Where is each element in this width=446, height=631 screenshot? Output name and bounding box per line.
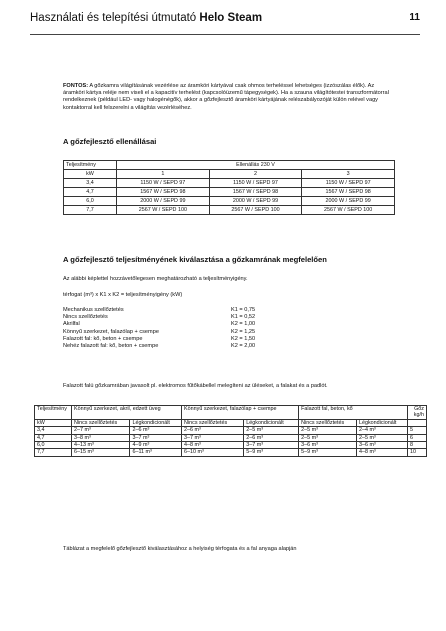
table-row bbox=[35, 442, 427, 449]
table-cell: 6–11 m³ bbox=[130, 449, 182, 456]
table-cell: 1567 W / SEPD 98 bbox=[209, 188, 302, 197]
coefficient-label: Akrilfal bbox=[63, 321, 80, 328]
document-title bbox=[30, 12, 262, 24]
title-text: Használati és telepítési útmutató bbox=[30, 12, 197, 24]
table-cell: 2567 W / SEPD 100 bbox=[117, 206, 210, 215]
table-cell: 3–7 m³ bbox=[130, 434, 182, 441]
table-cell: 2000 W / SEPD 99 bbox=[209, 197, 302, 206]
table-row bbox=[35, 449, 427, 456]
table-cell: 2000 W / SEPD 99 bbox=[302, 197, 395, 206]
section-heading-resistors: A gőzfejlesztő ellenállásai bbox=[63, 137, 157, 146]
table-row bbox=[35, 427, 427, 434]
table-cell: 2–4 m³ bbox=[356, 427, 407, 434]
header-cell: 1 bbox=[117, 170, 210, 179]
table-cell: 4–8 m³ bbox=[356, 449, 407, 456]
header-cell: Ellenállás 230 V bbox=[117, 161, 395, 170]
table-cell: 7,7 bbox=[35, 449, 72, 456]
table-cell: 2000 W / SEPD 99 bbox=[117, 197, 210, 206]
table-cell: 2–5 m³ bbox=[244, 427, 299, 434]
table-row bbox=[64, 197, 395, 206]
header-cell bbox=[408, 419, 427, 426]
important-label: FONTOS: bbox=[63, 83, 89, 89]
table-cell: 2567 W / SEPD 100 bbox=[209, 206, 302, 215]
table-cell: 3–7 m³ bbox=[182, 434, 244, 441]
heating-note: Falazott falú gőzkamrában javasolt pl. elektromos fűtőkábellel melegíteni az üléseket, a falakat és a padlót. bbox=[63, 383, 328, 389]
header-cell: 3 bbox=[302, 170, 395, 179]
table-header-row bbox=[64, 170, 395, 179]
table-cell: 1567 W / SEPD 98 bbox=[117, 188, 210, 197]
list-item bbox=[63, 314, 293, 321]
product-name: Helo Steam bbox=[199, 12, 263, 24]
table-cell: 1150 W / SEPD 97 bbox=[302, 179, 395, 188]
table-cell: 4–13 m³ bbox=[72, 442, 130, 449]
header-cell: Nincs szellőztetés bbox=[72, 419, 130, 426]
table-cell: 2–5 m³ bbox=[299, 427, 357, 434]
table-cell: 7,7 bbox=[64, 206, 117, 215]
header-divider bbox=[30, 34, 420, 35]
table-cell: 5–9 m³ bbox=[299, 449, 357, 456]
table-cell: 6–10 m³ bbox=[182, 449, 244, 456]
table-cell: 2–6 m³ bbox=[130, 427, 182, 434]
table-cell: 5 bbox=[408, 427, 427, 434]
header-cell: Könnyű szerkezet, akril, edzett üveg bbox=[72, 406, 182, 420]
table-header-row bbox=[35, 419, 427, 426]
coefficient-label: Könnyű szerkezet, falazólap + csempe bbox=[63, 328, 159, 335]
table-cell: 1567 W / SEPD 98 bbox=[302, 188, 395, 197]
header-cell: Falazott fal, beton, kő bbox=[299, 406, 408, 420]
coefficient-value: K1 = 0,75 bbox=[231, 307, 256, 313]
table-cell: 10 bbox=[408, 449, 427, 456]
table-cell: 6–15 m³ bbox=[72, 449, 130, 456]
header-cell: Teljesítmény bbox=[64, 161, 117, 170]
coefficient-value: K2 = 1,25 bbox=[231, 328, 256, 335]
intro-text: Az alábbi képlettel hozzávetőlegesen meghatározható a teljesítményigény. bbox=[63, 276, 248, 282]
table-cell: 3–6 m³ bbox=[299, 442, 357, 449]
table-cell: 8 bbox=[408, 442, 427, 449]
table-cell: 1150 W / SEPD 97 bbox=[117, 179, 210, 188]
formula-text: térfogat (m³) x K1 x K2 = teljesítményigény (kW) bbox=[63, 292, 183, 298]
table-row bbox=[64, 206, 395, 215]
table-cell: 2–5 m³ bbox=[299, 434, 357, 441]
table-caption: Táblázat a megfelelő gőzfejlesztő kiválasztásához a helyiség térfogata és a fal anyaga alapján bbox=[63, 546, 297, 552]
header-cell: Nincs szellőztetés bbox=[299, 419, 357, 426]
header-cell: kW bbox=[64, 170, 117, 179]
section-heading-selection: A gőzfejlesztő teljesítményének kiválasztása a gőzkamrának megfelelően bbox=[63, 255, 327, 264]
list-item bbox=[63, 343, 293, 350]
table-header-row bbox=[64, 161, 395, 170]
header-cell: Könnyű szerkezet, falazólap + csempe bbox=[182, 406, 299, 420]
coefficient-label: Falazott fal: kő, beton + csempe bbox=[63, 335, 143, 342]
coefficient-list bbox=[63, 307, 293, 350]
table-cell: 4–8 m³ bbox=[182, 442, 244, 449]
list-item bbox=[63, 336, 293, 343]
important-text: A gőzkamra világításának vezérlése az áramköri kártyával csak ohmos terheléssel lehetséges (izzószálas élők). Az áramköri kártya reléje nem viseli el a kapacitív terhelést (kapcsolóüzemű tápegységek). Ha a szauna világítótestei transzformátorral rendelkeznek (például LED- vagy halogénégők), akkor a gőzfejlesztő áramköri kártyájának relészabályozóját külön relével vagy kontaktorral kell felszerelni a világítás vezérléséhez. bbox=[63, 83, 389, 111]
table-cell: 3–7 m³ bbox=[244, 442, 299, 449]
list-item bbox=[63, 307, 293, 314]
header-cell: Légkondicionált bbox=[130, 419, 182, 426]
header-cell: 2 bbox=[209, 170, 302, 179]
table-cell: 6 bbox=[408, 434, 427, 441]
important-note bbox=[63, 83, 393, 112]
list-item bbox=[63, 329, 293, 336]
table-cell: 1150 W / SEPD 97 bbox=[209, 179, 302, 188]
coefficient-value: K2 = 1,00 bbox=[231, 321, 256, 328]
coefficient-value: K2 = 2,00 bbox=[231, 343, 256, 350]
coefficient-value: K1 = 0,52 bbox=[231, 314, 256, 321]
table-cell: 2–5 m³ bbox=[356, 434, 407, 441]
table-cell: 3–8 m³ bbox=[72, 434, 130, 441]
table-cell: 3,4 bbox=[64, 179, 117, 188]
coefficient-value: K2 = 1,50 bbox=[231, 335, 256, 342]
table-cell: 4,7 bbox=[64, 188, 117, 197]
table-cell: 2–7 m³ bbox=[72, 427, 130, 434]
table-header-row bbox=[35, 406, 427, 420]
header-cell: Légkondicionált bbox=[244, 419, 299, 426]
table-cell: 6,0 bbox=[64, 197, 117, 206]
table-cell: 2567 W / SEPD 100 bbox=[302, 206, 395, 215]
table-cell: 3–6 m³ bbox=[356, 442, 407, 449]
page-number: 11 bbox=[409, 12, 420, 23]
coefficient-label: Nincs szellőztetés bbox=[63, 314, 108, 321]
header-cell: Nincs szellőztetés bbox=[182, 419, 244, 426]
table-row bbox=[64, 188, 395, 197]
table-cell: 2–6 m³ bbox=[182, 427, 244, 434]
coefficient-label: Mechanikus szellőztetés bbox=[63, 307, 124, 313]
table-cell: 4–9 m³ bbox=[130, 442, 182, 449]
table-row bbox=[35, 434, 427, 441]
coefficient-label: Nehéz falazott fal: kő, beton + csempe bbox=[63, 343, 159, 350]
table-cell: 4,7 bbox=[35, 434, 72, 441]
table-cell: 5–9 m³ bbox=[244, 449, 299, 456]
table-row bbox=[64, 179, 395, 188]
header-cell: Teljesítmény bbox=[35, 406, 72, 420]
header-cell: kW bbox=[35, 419, 72, 426]
header-cell: Légkondicionált bbox=[356, 419, 407, 426]
page-header bbox=[30, 10, 420, 30]
table-cell: 6,0 bbox=[35, 442, 72, 449]
selection-table bbox=[34, 405, 427, 457]
header-cell: Gőz kg/h bbox=[408, 406, 427, 420]
resistor-table bbox=[63, 160, 395, 215]
list-item bbox=[63, 321, 293, 328]
table-cell: 2–6 m³ bbox=[244, 434, 299, 441]
table-cell: 3,4 bbox=[35, 427, 72, 434]
